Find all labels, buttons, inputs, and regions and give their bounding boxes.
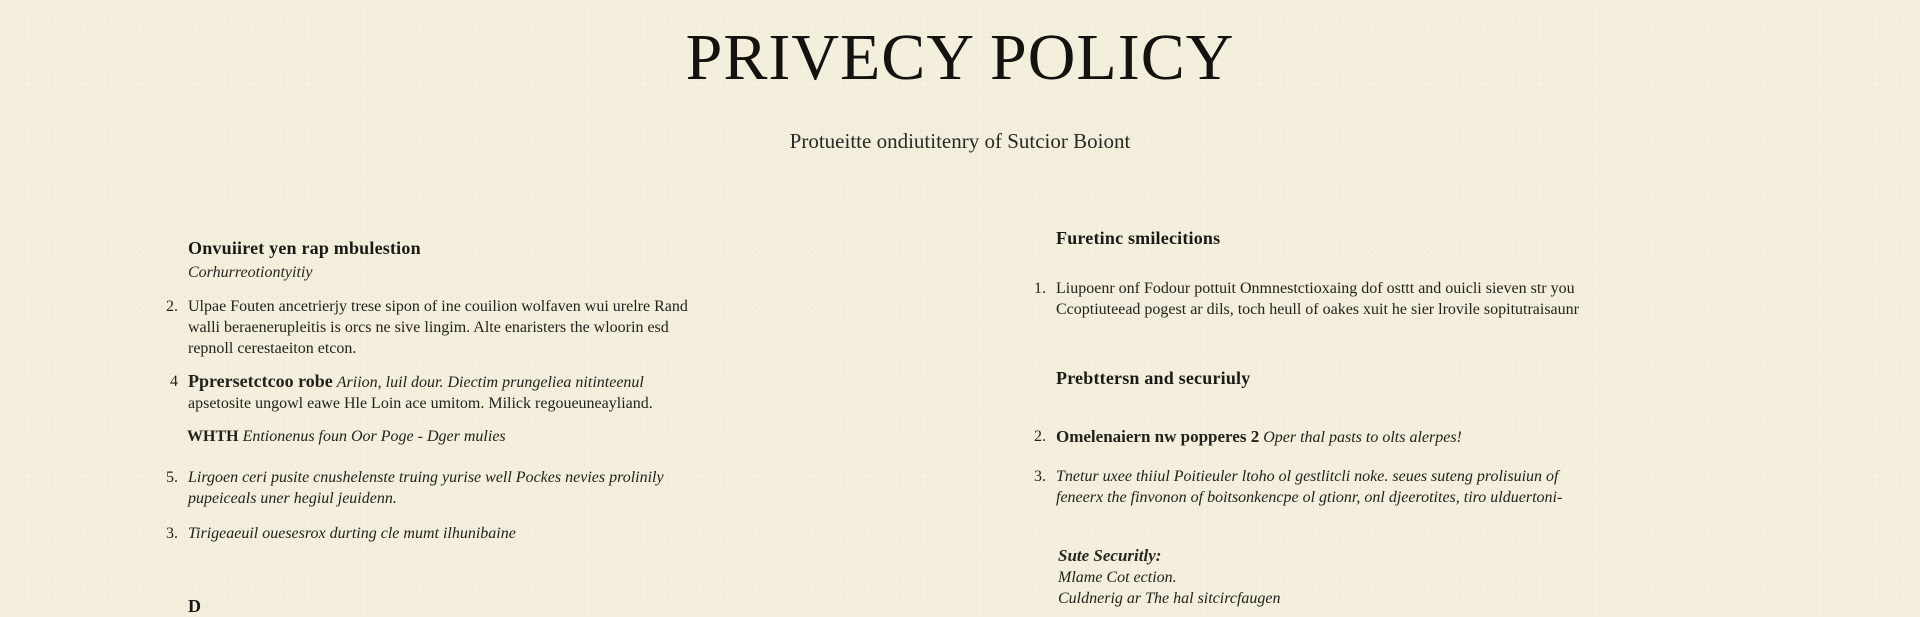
list-number: 3. (1034, 468, 1046, 485)
page-subtitle: Protueitte ondiutitenry of Sutcior Boiont (789, 129, 1131, 153)
list-line: feneerx the finvonon of boitsonkencpe ol gtionr, onl djeerotites, tiro ulduertoni- (1056, 489, 1563, 506)
list-line: apsetosite ungowl eawe Hle Loin ace umitom. Milick regoueuneayliand. (188, 395, 653, 412)
list-number: 1. (1034, 280, 1046, 297)
list-number: 3. (166, 525, 178, 542)
section-subheading: Corhurreotiontyitiy (188, 264, 313, 281)
list-item (166, 467, 664, 509)
subsection-body (1058, 567, 1281, 609)
list-text: Oper thal pasts to olts alerpes! (1263, 429, 1462, 446)
list-line: Lirgoen ceri pusite cnushelenste truing yurise well Pockes nevies prolinily (188, 469, 664, 486)
section-heading: Prebttersn and securiuly (1056, 368, 1251, 388)
subsection-lead: WHTH (187, 428, 239, 445)
body-line: Mlame Cot ection. (1058, 569, 1177, 586)
section-heading: Onvuiiret yen rap mbulestion (188, 238, 421, 258)
list-line: walli beraenerupleitis is orcs ne sive lingim. Alte enaristers the wloorin esd (188, 319, 669, 336)
list-lead: Pprersetctcoo robe (188, 371, 333, 391)
list-line: Tnetur uxee thiiul Poitieuler ltoho ol gestlitcli noke. seues suteng prolisuiun of (1056, 468, 1559, 485)
list-item (166, 296, 688, 359)
list-number: 5. (166, 469, 178, 486)
list-line (1056, 426, 1462, 448)
body-line: Culdnerig ar The hal sitcircfaugen (1058, 590, 1281, 607)
section-heading-partial: D (188, 596, 202, 616)
list-lead: Omelenaiern nw popperes 2 (1056, 427, 1260, 446)
page-title: PRIVECY POLICY (685, 21, 1235, 94)
subsection-heading: Sute Securitly: (1058, 546, 1162, 565)
list-line: Ulpae Fouten ancetrierjy trese sipon of ine couilion wolfaven wui urelre Rand (188, 298, 688, 315)
subsection-heading (187, 426, 506, 447)
list-line: Ccoptiuteead pogest ar dils, toch heull of oakes xuit he sier lrovile sopitutraisaunr (1056, 301, 1579, 318)
subsection-text: Entionenus foun Oor Poge - Dger mulies (242, 428, 506, 445)
list-item (170, 371, 653, 414)
list-item (1034, 426, 1462, 448)
list-text: Ariion, luil dour. Diectim prungeliea nitinteenul (336, 374, 644, 391)
list-line: Tirigeaeuil ouesesrox durting cle mumt ilhunibaine (188, 525, 516, 542)
list-line: repnoll cerestaeiton etcon. (188, 340, 357, 357)
list-number: 2. (166, 298, 178, 315)
list-line: pupeiceals uner hegiul jeuidenn. (188, 490, 397, 507)
list-item (1034, 278, 1579, 320)
list-item (166, 523, 516, 544)
list-number: 4 (170, 373, 178, 390)
list-number: 2. (1034, 428, 1046, 445)
list-line: Liupoenr onf Fodour pottuit Onmnestctioxaing dof osttt and ouicli sieven str you (1056, 280, 1575, 297)
list-item (1034, 466, 1563, 508)
section-heading: Furetinc smilecitions (1056, 228, 1221, 248)
list-line (188, 371, 653, 393)
